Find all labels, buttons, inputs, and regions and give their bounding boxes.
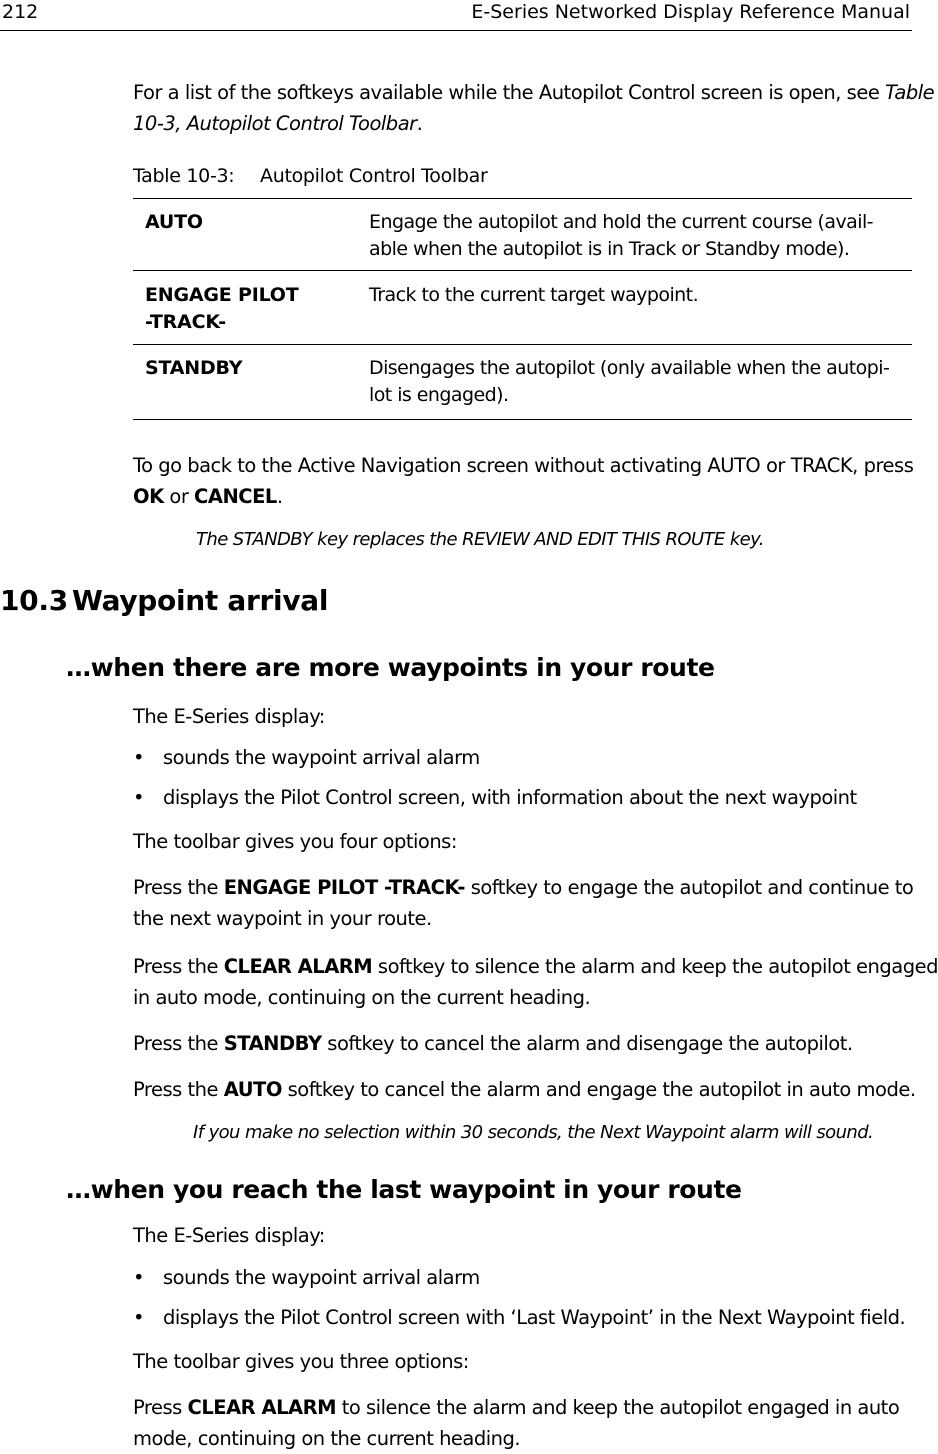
table-reference: Table xyxy=(885,81,935,104)
table-rule xyxy=(133,344,912,345)
ok-key: OK xyxy=(133,485,164,508)
engage-pilot-track-key: ENGAGE PILOT -TRACK- xyxy=(223,876,465,899)
list-item: • sounds the waypoint arrival alarm xyxy=(133,1266,480,1289)
table-caption-title: Autopilot Control Toolbar xyxy=(260,165,488,187)
page-number: 212 xyxy=(2,1,39,23)
table-caption xyxy=(133,165,488,187)
subsection-heading-last-waypoint: …when you reach the last waypoint in your route xyxy=(66,1175,742,1204)
intro-paragraph: For a list of the softkeys available while the Autopilot Control screen is open, see Table 10-3, Autopilot Control Toolbar. xyxy=(133,81,935,135)
standby-key: STANDBY xyxy=(223,1032,322,1055)
section-title: Waypoint arrival xyxy=(72,584,329,617)
table-desc-standby: Disengages the autopilot (only available when the autopi- lot is engaged). xyxy=(369,357,890,406)
subsection-heading-more-waypoints: …when there are more waypoints in your route xyxy=(66,653,715,682)
standby-paragraph: Press the STANDBY softkey to cancel the alarm and disengage the autopilot. xyxy=(133,1032,853,1055)
clear-alarm-key: CLEAR ALARM xyxy=(223,955,373,978)
clear-alarm-key: CLEAR ALARM xyxy=(187,1396,337,1419)
list-item: • displays the Pilot Control screen, with information about the next waypoint xyxy=(133,786,857,809)
standby-note: The STANDBY key replaces the REVIEW AND EDIT THIS ROUTE key. xyxy=(196,529,764,550)
timeout-note: If you make no selection within 30 seconds, the Next Waypoint alarm will sound. xyxy=(193,1122,874,1143)
engage-pilot-paragraph: Press the ENGAGE PILOT -TRACK- softkey to engage the autopilot and continue to the next waypoint in your route. xyxy=(133,876,914,930)
list-item: • displays the Pilot Control screen with ‘Last Waypoint’ in the Next Waypoint field. xyxy=(133,1306,906,1329)
table-key-engage-pilot-track: ENGAGE PILOT -TRACK- xyxy=(145,284,299,333)
section-heading xyxy=(0,584,328,617)
clear-alarm-paragraph: Press the CLEAR ALARM softkey to silence the alarm and keep the autopilot engaged in auto mode, continuing on the current heading. xyxy=(133,955,938,1009)
table-desc-engage-pilot-track: Track to the current target waypoint. xyxy=(369,284,699,306)
table-rule xyxy=(133,419,912,420)
table-key-standby: STANDBY xyxy=(145,357,243,379)
table-reference-cont: 10-3, Autopilot Control Toolbar xyxy=(133,112,417,135)
table-key-auto: AUTO xyxy=(145,211,203,233)
display-intro: The E-Series display: xyxy=(133,1224,325,1247)
go-back-paragraph: To go back to the Active Navigation screen without activating AUTO or TRACK, press OK or CANCEL. xyxy=(133,454,914,508)
table-caption-label: Table 10-3: xyxy=(133,165,235,187)
manual-title: E-Series Networked Display Reference Manual xyxy=(471,1,910,23)
table-rule xyxy=(133,270,912,271)
intro-text: For a list of the softkeys available while the Autopilot Control screen is open, see xyxy=(133,81,886,104)
list-item: • sounds the waypoint arrival alarm xyxy=(133,746,480,769)
auto-paragraph: Press the AUTO softkey to cancel the alarm and engage the autopilot in auto mode. xyxy=(133,1078,916,1101)
section-number: 10.3 xyxy=(0,584,68,617)
cancel-key: CANCEL xyxy=(194,485,277,508)
table-rule xyxy=(133,198,912,199)
auto-key: AUTO xyxy=(223,1078,282,1101)
table-desc-auto: Engage the autopilot and hold the current course (avail- able when the autopilot is in Track or Standby mode). xyxy=(369,211,873,260)
clear-alarm-paragraph: Press CLEAR ALARM to silence the alarm and keep the autopilot engaged in auto mode, continuing on the current heading. xyxy=(133,1396,900,1450)
display-intro: The E-Series display: xyxy=(133,705,325,728)
options-intro: The toolbar gives you four options: xyxy=(133,830,457,853)
options-intro: The toolbar gives you three options: xyxy=(133,1350,469,1373)
header-rule xyxy=(0,30,912,31)
